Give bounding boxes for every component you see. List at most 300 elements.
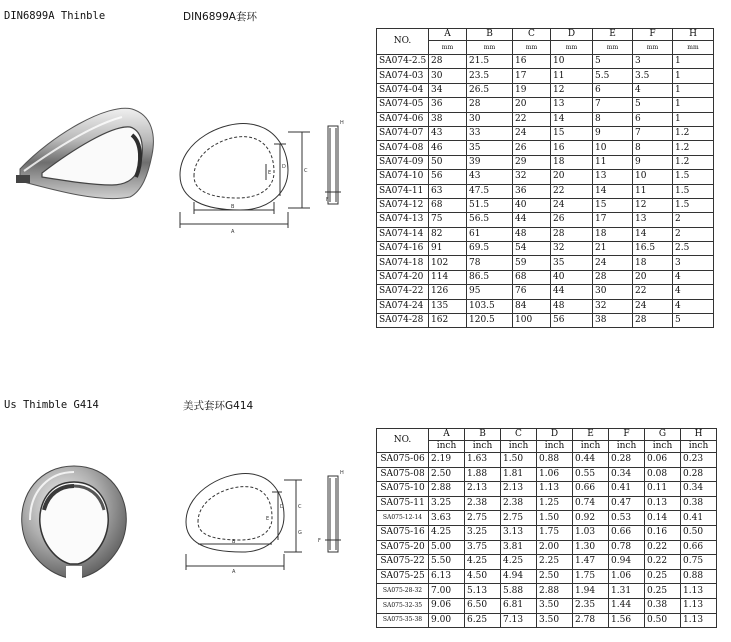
value-cell: 1.25 — [537, 496, 573, 511]
drawing2-label-a: A — [232, 569, 236, 574]
value-cell: 40 — [513, 198, 551, 212]
value-cell: 11 — [593, 155, 633, 169]
value-cell: 82 — [429, 227, 467, 241]
table2-col-a: A — [429, 429, 465, 441]
value-cell: 34 — [429, 83, 467, 97]
table1-col-e: E — [593, 29, 633, 41]
table-row — [377, 525, 717, 540]
table-row — [377, 270, 714, 284]
table1-unit: mm — [593, 41, 633, 55]
value-cell: 19 — [513, 83, 551, 97]
item-code-cell: SA075-16 — [377, 525, 429, 540]
value-cell: 40 — [551, 270, 593, 284]
table2-corner: NO. — [377, 429, 429, 453]
drawing2-label-e: E — [266, 516, 270, 522]
value-cell: 47.5 — [467, 184, 513, 198]
din-spec-table — [376, 28, 714, 328]
value-cell: 0.25 — [645, 584, 681, 599]
item-code-cell: SA074-14 — [377, 227, 429, 241]
value-cell: 22 — [633, 285, 673, 299]
value-cell: 22 — [551, 184, 593, 198]
value-cell: 0.41 — [609, 482, 645, 497]
value-cell: 15 — [551, 126, 593, 140]
value-cell: 4.50 — [465, 569, 501, 584]
value-cell: 1.13 — [681, 584, 717, 599]
drawing2-label-c: C — [298, 504, 302, 510]
table-row — [377, 83, 714, 97]
value-cell: 6.25 — [465, 613, 501, 628]
value-cell: 35 — [467, 141, 513, 155]
value-cell: 2.88 — [537, 584, 573, 599]
value-cell: 18 — [633, 256, 673, 270]
table-row — [377, 613, 717, 628]
value-cell: 0.75 — [681, 555, 717, 570]
table1-corner: NO. — [377, 29, 429, 55]
table-row — [377, 227, 714, 241]
value-cell: 162 — [429, 314, 467, 328]
value-cell: 6.50 — [465, 598, 501, 613]
table-row — [377, 155, 714, 169]
value-cell: 0.22 — [645, 555, 681, 570]
value-cell: 1.50 — [537, 511, 573, 526]
value-cell: 2 — [673, 227, 714, 241]
value-cell: 68 — [429, 198, 467, 212]
value-cell: 16.5 — [633, 242, 673, 256]
item-code-cell: SA074-06 — [377, 112, 429, 126]
value-cell: 23.5 — [467, 69, 513, 83]
value-cell: 39 — [467, 155, 513, 169]
value-cell: 0.55 — [573, 467, 609, 482]
value-cell: 5.13 — [465, 584, 501, 599]
table-row — [377, 453, 717, 468]
table-row — [377, 511, 717, 526]
value-cell: 0.78 — [609, 540, 645, 555]
value-cell: 11 — [551, 69, 593, 83]
value-cell: 1.31 — [609, 584, 645, 599]
value-cell: 100 — [513, 314, 551, 328]
table-row — [377, 242, 714, 256]
table2-col-d: D — [537, 429, 573, 441]
value-cell: 3.25 — [429, 496, 465, 511]
value-cell: 29 — [513, 155, 551, 169]
table-row — [377, 285, 714, 299]
item-code-cell: SA075-06 — [377, 453, 429, 468]
value-cell: 21.5 — [467, 55, 513, 69]
value-cell: 30 — [593, 285, 633, 299]
value-cell: 32 — [593, 299, 633, 313]
value-cell: 0.25 — [645, 569, 681, 584]
value-cell: 0.06 — [645, 453, 681, 468]
value-cell: 3.75 — [465, 540, 501, 555]
value-cell: 0.16 — [645, 525, 681, 540]
value-cell: 1.30 — [573, 540, 609, 555]
value-cell: 1.63 — [465, 453, 501, 468]
drawing1-label-d: D — [282, 164, 286, 170]
table-row — [377, 555, 717, 570]
value-cell: 10 — [633, 170, 673, 184]
value-cell: 22 — [513, 112, 551, 126]
item-code-cell: SA074-28 — [377, 314, 429, 328]
value-cell: 2.5 — [673, 242, 714, 256]
value-cell: 1 — [673, 69, 714, 83]
value-cell: 1 — [673, 55, 714, 69]
value-cell: 68 — [513, 270, 551, 284]
value-cell: 7 — [593, 98, 633, 112]
table2-col-b: B — [465, 429, 501, 441]
value-cell: 1.88 — [465, 467, 501, 482]
table1-unit: mm — [513, 41, 551, 55]
table2-col-e: E — [573, 429, 609, 441]
value-cell: 28 — [551, 227, 593, 241]
table-row — [377, 112, 714, 126]
value-cell: 2.25 — [537, 555, 573, 570]
value-cell: 5 — [673, 314, 714, 328]
value-cell: 10 — [593, 141, 633, 155]
item-code-cell: SA075-32-35 — [377, 598, 429, 613]
value-cell: 2.78 — [573, 613, 609, 628]
item-code-cell: SA074-2.5 — [377, 55, 429, 69]
item-code-cell: SA074-24 — [377, 299, 429, 313]
value-cell: 21 — [593, 242, 633, 256]
value-cell: 1 — [673, 112, 714, 126]
table-row — [377, 540, 717, 555]
item-code-cell: SA074-18 — [377, 256, 429, 270]
value-cell: 1.81 — [501, 467, 537, 482]
table-row — [377, 299, 714, 313]
item-code-cell: SA074-13 — [377, 213, 429, 227]
table1-col-c: C — [513, 29, 551, 41]
item-code-cell: SA075-10 — [377, 482, 429, 497]
drawing2-label-g: G — [298, 530, 302, 536]
value-cell: 0.50 — [681, 525, 717, 540]
value-cell: 4 — [673, 299, 714, 313]
drawing2-label-d: D — [280, 504, 284, 510]
value-cell: 1.2 — [673, 126, 714, 140]
table1-col-h: H — [673, 29, 714, 41]
table-row — [377, 256, 714, 270]
value-cell: 9.06 — [429, 598, 465, 613]
value-cell: 1.5 — [673, 170, 714, 184]
table2-col-g: G — [645, 429, 681, 441]
value-cell: 1.5 — [673, 184, 714, 198]
value-cell: 2.50 — [429, 467, 465, 482]
value-cell: 20 — [551, 170, 593, 184]
value-cell: 1 — [673, 98, 714, 112]
value-cell: 30 — [467, 112, 513, 126]
table2-col-h: H — [681, 429, 717, 441]
value-cell: 103.5 — [467, 299, 513, 313]
value-cell: 114 — [429, 270, 467, 284]
value-cell: 54 — [513, 242, 551, 256]
value-cell: 2.13 — [465, 482, 501, 497]
table1-col-d: D — [551, 29, 593, 41]
value-cell: 0.66 — [609, 525, 645, 540]
value-cell: 4 — [673, 285, 714, 299]
value-cell: 0.94 — [609, 555, 645, 570]
value-cell: 50 — [429, 155, 467, 169]
value-cell: 17 — [513, 69, 551, 83]
item-code-cell: SA075-28-32 — [377, 584, 429, 599]
din-thimble-photo — [12, 95, 162, 210]
item-code-cell: SA074-10 — [377, 170, 429, 184]
drawing1-label-e: E — [268, 170, 272, 176]
value-cell: 14 — [593, 184, 633, 198]
value-cell: 51.5 — [467, 198, 513, 212]
item-code-cell: SA075-12-14 — [377, 511, 429, 526]
value-cell: 6 — [633, 112, 673, 126]
value-cell: 36 — [429, 98, 467, 112]
value-cell: 1.06 — [537, 467, 573, 482]
value-cell: 26 — [513, 141, 551, 155]
value-cell: 0.34 — [609, 467, 645, 482]
table2-unit: inch — [609, 441, 645, 453]
value-cell: 69.5 — [467, 242, 513, 256]
value-cell: 95 — [467, 285, 513, 299]
item-code-cell: SA075-35-38 — [377, 613, 429, 628]
value-cell: 59 — [513, 256, 551, 270]
section2-title-cn: 美式套环G414 — [183, 400, 254, 412]
value-cell: 0.92 — [573, 511, 609, 526]
table-row — [377, 126, 714, 140]
value-cell: 56 — [429, 170, 467, 184]
value-cell: 32 — [551, 242, 593, 256]
value-cell: 18 — [551, 155, 593, 169]
section1-title-cn: DIN6899A套环 — [183, 11, 257, 23]
value-cell: 1.50 — [501, 453, 537, 468]
value-cell: 1.75 — [537, 525, 573, 540]
value-cell: 1.5 — [673, 198, 714, 212]
value-cell: 0.13 — [645, 496, 681, 511]
table-row — [377, 598, 717, 613]
value-cell: 0.34 — [681, 482, 717, 497]
item-code-cell: SA074-05 — [377, 98, 429, 112]
section1-title-en: DIN6899A Thinble — [4, 10, 106, 22]
value-cell: 86.5 — [467, 270, 513, 284]
table-row — [377, 467, 717, 482]
value-cell: 4 — [633, 83, 673, 97]
value-cell: 91 — [429, 242, 467, 256]
value-cell: 43 — [429, 126, 467, 140]
value-cell: 16 — [551, 141, 593, 155]
table-row — [377, 184, 714, 198]
item-code-cell: SA074-03 — [377, 69, 429, 83]
value-cell: 14 — [551, 112, 593, 126]
value-cell: 1.13 — [681, 598, 717, 613]
drawing1-label-h: H — [340, 120, 344, 126]
value-cell: 3 — [673, 256, 714, 270]
value-cell: 0.41 — [681, 511, 717, 526]
drawing1-label-b: B — [231, 204, 235, 210]
table1-col-a: A — [429, 29, 467, 41]
value-cell: 28 — [429, 55, 467, 69]
value-cell: 8 — [633, 141, 673, 155]
value-cell: 0.44 — [573, 453, 609, 468]
table-row — [377, 198, 714, 212]
value-cell: 43 — [467, 170, 513, 184]
value-cell: 0.53 — [609, 511, 645, 526]
value-cell: 2.38 — [465, 496, 501, 511]
value-cell: 44 — [513, 213, 551, 227]
drawing1-label-c: C — [304, 168, 308, 174]
value-cell: 30 — [429, 69, 467, 83]
value-cell: 12 — [633, 198, 673, 212]
table2-unit: inch — [645, 441, 681, 453]
table2-unit: inch — [573, 441, 609, 453]
value-cell: 2.75 — [501, 511, 537, 526]
value-cell: 17 — [593, 213, 633, 227]
value-cell: 9 — [593, 126, 633, 140]
value-cell: 26.5 — [467, 83, 513, 97]
table-row — [377, 482, 717, 497]
item-code-cell: SA075-08 — [377, 467, 429, 482]
value-cell: 78 — [467, 256, 513, 270]
value-cell: 6.13 — [429, 569, 465, 584]
value-cell: 5.88 — [501, 584, 537, 599]
us-thimble-photo — [14, 460, 134, 585]
table1-unit: mm — [551, 41, 593, 55]
value-cell: 61 — [467, 227, 513, 241]
value-cell: 38 — [429, 112, 467, 126]
value-cell: 13 — [593, 170, 633, 184]
table2-unit: inch — [429, 441, 465, 453]
value-cell: 28 — [633, 314, 673, 328]
value-cell: 1.06 — [609, 569, 645, 584]
section2-title-en: Us Thimble G414 — [4, 399, 99, 411]
value-cell: 2.38 — [501, 496, 537, 511]
value-cell: 0.88 — [681, 569, 717, 584]
drawing2-label-h: H — [340, 470, 344, 476]
value-cell: 28 — [593, 270, 633, 284]
value-cell: 1 — [673, 83, 714, 97]
value-cell: 7.13 — [501, 613, 537, 628]
value-cell: 36 — [513, 184, 551, 198]
value-cell: 0.23 — [681, 453, 717, 468]
value-cell: 2.88 — [429, 482, 465, 497]
us-spec-table — [376, 428, 717, 628]
item-code-cell: SA075-22 — [377, 555, 429, 570]
value-cell: 4 — [673, 270, 714, 284]
value-cell: 0.14 — [645, 511, 681, 526]
value-cell: 1.03 — [573, 525, 609, 540]
value-cell: 3.50 — [537, 613, 573, 628]
value-cell: 76 — [513, 285, 551, 299]
value-cell: 84 — [513, 299, 551, 313]
table-row — [377, 170, 714, 184]
table-row — [377, 496, 717, 511]
value-cell: 15 — [593, 198, 633, 212]
value-cell: 1.94 — [573, 584, 609, 599]
table1-unit: mm — [633, 41, 673, 55]
item-code-cell: SA074-11 — [377, 184, 429, 198]
value-cell: 3.50 — [537, 598, 573, 613]
value-cell: 1.44 — [609, 598, 645, 613]
value-cell: 0.22 — [645, 540, 681, 555]
value-cell: 0.66 — [573, 482, 609, 497]
value-cell: 10 — [551, 55, 593, 69]
table1-unit: mm — [467, 41, 513, 55]
value-cell: 3.63 — [429, 511, 465, 526]
table2-unit: inch — [537, 441, 573, 453]
value-cell: 2.35 — [573, 598, 609, 613]
value-cell: 3.81 — [501, 540, 537, 555]
value-cell: 5.50 — [429, 555, 465, 570]
value-cell: 2.19 — [429, 453, 465, 468]
value-cell: 48 — [551, 299, 593, 313]
drawing1-label-f: F — [326, 197, 329, 203]
value-cell: 3.5 — [633, 69, 673, 83]
value-cell: 135 — [429, 299, 467, 313]
value-cell: 7 — [633, 126, 673, 140]
value-cell: 4.25 — [501, 555, 537, 570]
value-cell: 3.13 — [501, 525, 537, 540]
item-code-cell: SA074-20 — [377, 270, 429, 284]
value-cell: 0.11 — [645, 482, 681, 497]
table-row — [377, 569, 717, 584]
table1-unit: mm — [673, 41, 714, 55]
table2-unit: inch — [465, 441, 501, 453]
value-cell: 9 — [633, 155, 673, 169]
value-cell: 0.08 — [645, 467, 681, 482]
value-cell: 3.25 — [465, 525, 501, 540]
din-thimble-drawing — [170, 110, 360, 235]
value-cell: 12 — [551, 83, 593, 97]
value-cell: 11 — [633, 184, 673, 198]
table-row — [377, 213, 714, 227]
table-row — [377, 141, 714, 155]
table2-col-f: F — [609, 429, 645, 441]
value-cell: 44 — [551, 285, 593, 299]
value-cell: 13 — [633, 213, 673, 227]
value-cell: 2.13 — [501, 482, 537, 497]
value-cell: 2.00 — [537, 540, 573, 555]
table-row — [377, 314, 714, 328]
drawing2-label-f: F — [318, 538, 321, 544]
item-code-cell: SA074-04 — [377, 83, 429, 97]
value-cell: 3 — [633, 55, 673, 69]
table2-unit: inch — [681, 441, 717, 453]
value-cell: 46 — [429, 141, 467, 155]
value-cell: 0.38 — [645, 598, 681, 613]
value-cell: 0.28 — [681, 467, 717, 482]
value-cell: 48 — [513, 227, 551, 241]
table2-col-c: C — [501, 429, 537, 441]
value-cell: 0.74 — [573, 496, 609, 511]
value-cell: 5.00 — [429, 540, 465, 555]
value-cell: 75 — [429, 213, 467, 227]
value-cell: 4.25 — [429, 525, 465, 540]
item-code-cell: SA074-07 — [377, 126, 429, 140]
value-cell: 35 — [551, 256, 593, 270]
item-code-cell: SA075-20 — [377, 540, 429, 555]
value-cell: 0.66 — [681, 540, 717, 555]
item-code-cell: SA074-22 — [377, 285, 429, 299]
value-cell: 120.5 — [467, 314, 513, 328]
value-cell: 24 — [633, 299, 673, 313]
item-code-cell: SA074-12 — [377, 198, 429, 212]
item-code-cell: SA074-08 — [377, 141, 429, 155]
value-cell: 24 — [551, 198, 593, 212]
value-cell: 0.28 — [609, 453, 645, 468]
drawing2-label-b: B — [232, 539, 236, 545]
value-cell: 24 — [513, 126, 551, 140]
value-cell: 1.75 — [573, 569, 609, 584]
value-cell: 4.94 — [501, 569, 537, 584]
value-cell: 8 — [593, 112, 633, 126]
value-cell: 1.13 — [537, 482, 573, 497]
table2-unit: inch — [501, 441, 537, 453]
value-cell: 56 — [551, 314, 593, 328]
value-cell: 14 — [633, 227, 673, 241]
